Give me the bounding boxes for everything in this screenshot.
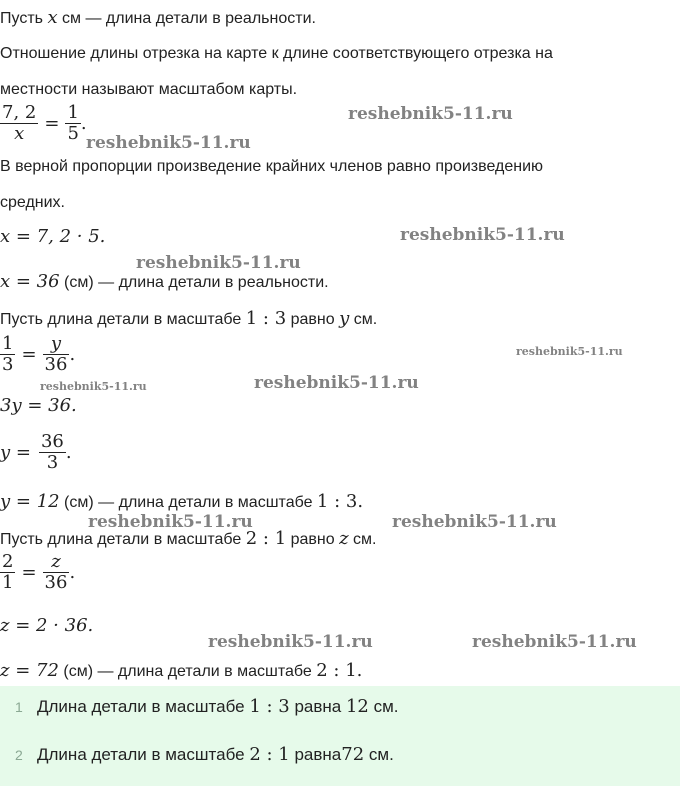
denominator: 36 — [44, 354, 68, 375]
math-expression: y = — [0, 442, 31, 463]
fraction — [0, 334, 15, 375]
proportion-equation-2 — [0, 334, 75, 375]
numerator: 1 — [67, 102, 79, 123]
watermark: reshebnik5-11.ru — [208, 632, 373, 652]
numerator: 1 — [2, 333, 14, 354]
watermark: reshebnik5-11.ru — [348, 104, 513, 124]
numerator: 2 — [2, 551, 14, 572]
equation-z-product — [0, 616, 93, 636]
watermark: reshebnik5-11.ru — [86, 133, 251, 153]
ratio: 1 : 3 — [245, 308, 287, 329]
numerator: 36 — [40, 431, 64, 452]
statement-line-5: средних. — [0, 194, 65, 211]
denominator: 3 — [46, 452, 59, 473]
statement-line-z — [0, 529, 376, 550]
text-fragment: равна — [289, 697, 346, 716]
watermark: reshebnik5-11.ru — [40, 380, 147, 393]
math-var: x — [47, 7, 58, 28]
answer-value: 72 — [341, 744, 365, 765]
answer-item-1 — [15, 696, 399, 717]
result-line-x — [0, 272, 329, 293]
denominator: 1 — [2, 572, 14, 593]
numerator: z — [43, 552, 70, 573]
text-fragment: см. — [349, 311, 378, 328]
text-fragment: Пусть длина детали в масштабе — [0, 531, 246, 548]
ratio: 2 : 1 — [245, 528, 287, 549]
watermark: reshebnik5-11.ru — [472, 632, 637, 652]
watermark: reshebnik5-11.ru — [392, 512, 557, 532]
numerator: y — [43, 334, 70, 355]
fraction — [65, 103, 80, 144]
watermark: reshebnik5-11.ru — [136, 253, 301, 273]
statement-line-3: местности называют масштабом карты. — [0, 81, 298, 98]
answer-number: 1 — [15, 699, 23, 715]
ratio: 1 : 3 — [249, 696, 290, 717]
text-fragment: (см) — длина детали в масштабе — [59, 494, 317, 511]
watermark: reshebnik5-11.ru — [400, 225, 565, 245]
equals-sign: = — [21, 562, 37, 583]
text-fragment: Длина детали в масштабе — [37, 745, 250, 764]
fraction — [39, 432, 66, 473]
denominator: 5 — [67, 123, 79, 144]
proportion-equation-3 — [0, 552, 75, 593]
watermark: reshebnik5-11.ru — [88, 512, 253, 532]
proportion-equation-1 — [0, 103, 87, 144]
text-fragment: равно — [286, 531, 340, 548]
fraction — [43, 334, 70, 375]
answer-value: 12 — [345, 696, 369, 717]
denominator: 36 — [44, 572, 68, 593]
statement-line-y — [0, 309, 377, 330]
text-fragment: равна — [289, 745, 342, 764]
equals-sign: = — [44, 113, 60, 134]
period: . — [65, 442, 72, 463]
period: . — [80, 113, 87, 134]
math-expression: z = 2 · 36. — [0, 615, 94, 636]
text-fragment: равно — [286, 311, 340, 328]
text-fragment: Пусть длина детали в масштабе — [0, 311, 246, 328]
math-expression: y = 12 — [0, 491, 60, 512]
statement-line-4: В верной пропорции произведение крайних членов равно произведению — [0, 158, 543, 175]
text-fragment: см. — [368, 697, 399, 716]
watermark: reshebnik5-11.ru — [254, 373, 419, 393]
text-fragment: (см) — длина детали в масштабе — [58, 663, 317, 680]
ratio: 1 : 3. — [316, 491, 364, 512]
math-expression: 3y = 36. — [0, 395, 77, 416]
numerator: 7, 2 — [2, 102, 37, 123]
math-expression: x = 7, 2 · 5. — [0, 226, 106, 247]
result-line-z — [0, 661, 362, 682]
text-fragment: (см) — длина детали в реальности. — [59, 274, 329, 291]
ratio: 2 : 1. — [316, 660, 363, 681]
text-fragment: см. — [348, 531, 377, 548]
math-expression: z = 72 — [0, 660, 59, 681]
fraction — [0, 552, 15, 593]
period: . — [69, 344, 76, 365]
denominator: 3 — [2, 354, 14, 375]
statement-line-2: Отношение длины отрезка на карте к длине соответствующего отрезка на — [0, 45, 553, 62]
text-fragment: см. — [364, 745, 394, 764]
math-var: y — [339, 308, 350, 329]
denominator: x — [14, 123, 25, 144]
ratio: 2 : 1 — [249, 744, 290, 765]
text-fragment: см — длина детали в реальности. — [57, 10, 316, 27]
fraction — [43, 552, 70, 593]
answers-panel — [0, 686, 680, 786]
statement-line-1 — [0, 8, 316, 29]
text-fragment: Пусть — [0, 10, 48, 27]
math-var: z — [339, 528, 349, 549]
result-line-y — [0, 492, 363, 513]
fraction — [0, 103, 38, 144]
answer-number: 2 — [15, 747, 23, 763]
answer-item-2 — [15, 744, 394, 765]
text-fragment: Длина детали в масштабе — [37, 697, 250, 716]
math-expression: x = 36 — [0, 271, 60, 292]
watermark: reshebnik5-11.ru — [516, 345, 623, 358]
equation-y-fraction — [0, 432, 72, 473]
equation-3y — [0, 396, 77, 416]
equals-sign: = — [21, 344, 37, 365]
period: . — [69, 562, 76, 583]
equation-x-product — [0, 227, 105, 247]
